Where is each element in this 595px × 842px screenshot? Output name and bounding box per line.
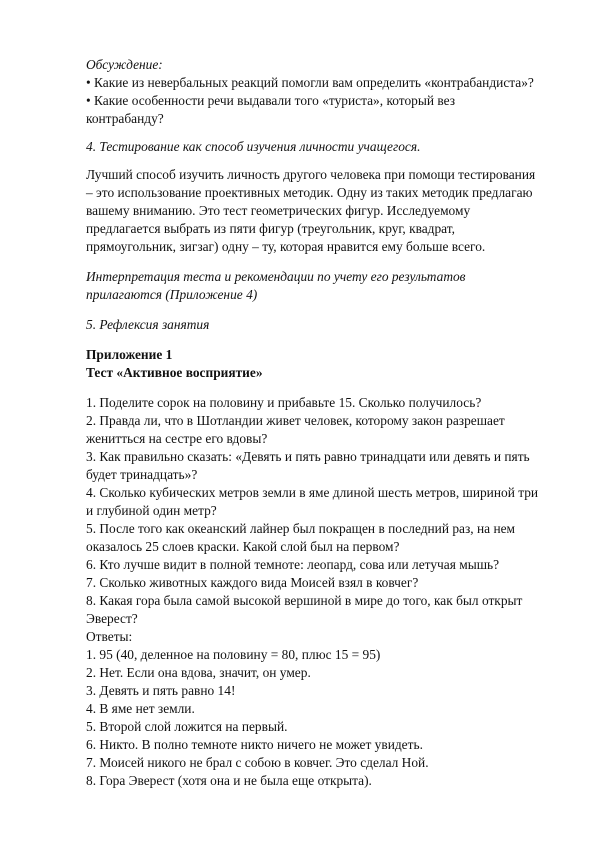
discussion-question-2-line-2: контрабанду? bbox=[86, 111, 164, 126]
question-line: оказалось 25 слоев краски. Какой слой был на первом? bbox=[86, 539, 400, 554]
answer-line: 7. Моисей никого не брал с собою в ковчег. Это сделал Ной. bbox=[86, 755, 429, 770]
section-4-paragraph-line: вашему вниманию. Это тест геометрических фигур. Исследуемому bbox=[86, 203, 471, 218]
question-line: 6. Кто лучше видит в полной темноте: леопард, сова или летучая мышь? bbox=[86, 557, 500, 572]
question-line: 5. После того как океанский лайнер был покращен в последний раз, на нем bbox=[86, 521, 516, 536]
appendix-subtitle: Тест «Активное восприятие» bbox=[86, 365, 263, 380]
question-line: 2. Правда ли, что в Шотландии живет человек, которому закон разрешает bbox=[86, 413, 505, 428]
section-5-heading: 5. Рефлексия занятия bbox=[86, 317, 210, 332]
answer-line: 8. Гора Эверест (хотя она и не была еще открыта). bbox=[86, 773, 372, 788]
question-line: 3. Как правильно сказать: «Девять и пять равно тринадцати или девять и пять bbox=[86, 449, 530, 464]
question-line: 4. Сколько кубических метров земли в яме длиной шесть метров, шириной три bbox=[86, 485, 539, 500]
appendix-title: Приложение 1 bbox=[86, 347, 173, 362]
section-4-paragraph-line: – это использование проективных методик. Одну из таких методик предлагаю bbox=[86, 185, 533, 200]
discussion-question-1: • Какие из невербальных реакций помогли вам определить «контрабандиста»? bbox=[86, 75, 534, 90]
question-line: 8. Какая гора была самой высокой вершиной в мире до того, как был открыт bbox=[86, 593, 523, 608]
answer-line: 1. 95 (40, деленное на половину = 80, плюс 15 = 95) bbox=[86, 647, 381, 662]
answer-line: 3. Девять и пять равно 14! bbox=[86, 683, 236, 698]
question-line: 1. Поделите сорок на половину и прибавьте 15. Сколько получилось? bbox=[86, 395, 482, 410]
answers-heading: Ответы: bbox=[86, 629, 133, 644]
question-line: Эверест? bbox=[86, 611, 138, 626]
section-4-paragraph-line: Лучший способ изучить личность другого человека при помощи тестирования bbox=[86, 167, 536, 182]
answer-line: 2. Нет. Если она вдова, значит, он умер. bbox=[86, 665, 311, 680]
question-line: будет тринадцать»? bbox=[86, 467, 198, 482]
question-line: и глубиной один метр? bbox=[86, 503, 217, 518]
section-4-paragraph-line: предлагается выбрать из пяти фигур (треугольник, круг, квадрат, bbox=[86, 221, 455, 236]
section-4-heading: 4. Тестирование как способ изучения личности учащегося. bbox=[86, 139, 421, 154]
interpretation-note-line: прилагаются (Приложение 4) bbox=[86, 287, 258, 302]
section-4-paragraph-line: прямоугольник, зигзаг) одну – ту, которая нравится ему больше всего. bbox=[86, 239, 486, 254]
answer-line: 4. В яме нет земли. bbox=[86, 701, 195, 716]
question-line: женитться на сестре его вдовы? bbox=[86, 431, 268, 446]
question-line: 7. Сколько животных каждого вида Моисей взял в ковчег? bbox=[86, 575, 419, 590]
discussion-heading: Обсуждение: bbox=[86, 57, 163, 72]
answer-line: 5. Второй слой ложится на первый. bbox=[86, 719, 288, 734]
answer-line: 6. Никто. В полно темноте никто ничего не может увидеть. bbox=[86, 737, 423, 752]
interpretation-note-line: Интерпретация теста и рекомендации по учету его результатов bbox=[86, 269, 466, 284]
discussion-question-2-line-1: • Какие особенности речи выдавали того «туриста», который вез bbox=[86, 93, 455, 108]
